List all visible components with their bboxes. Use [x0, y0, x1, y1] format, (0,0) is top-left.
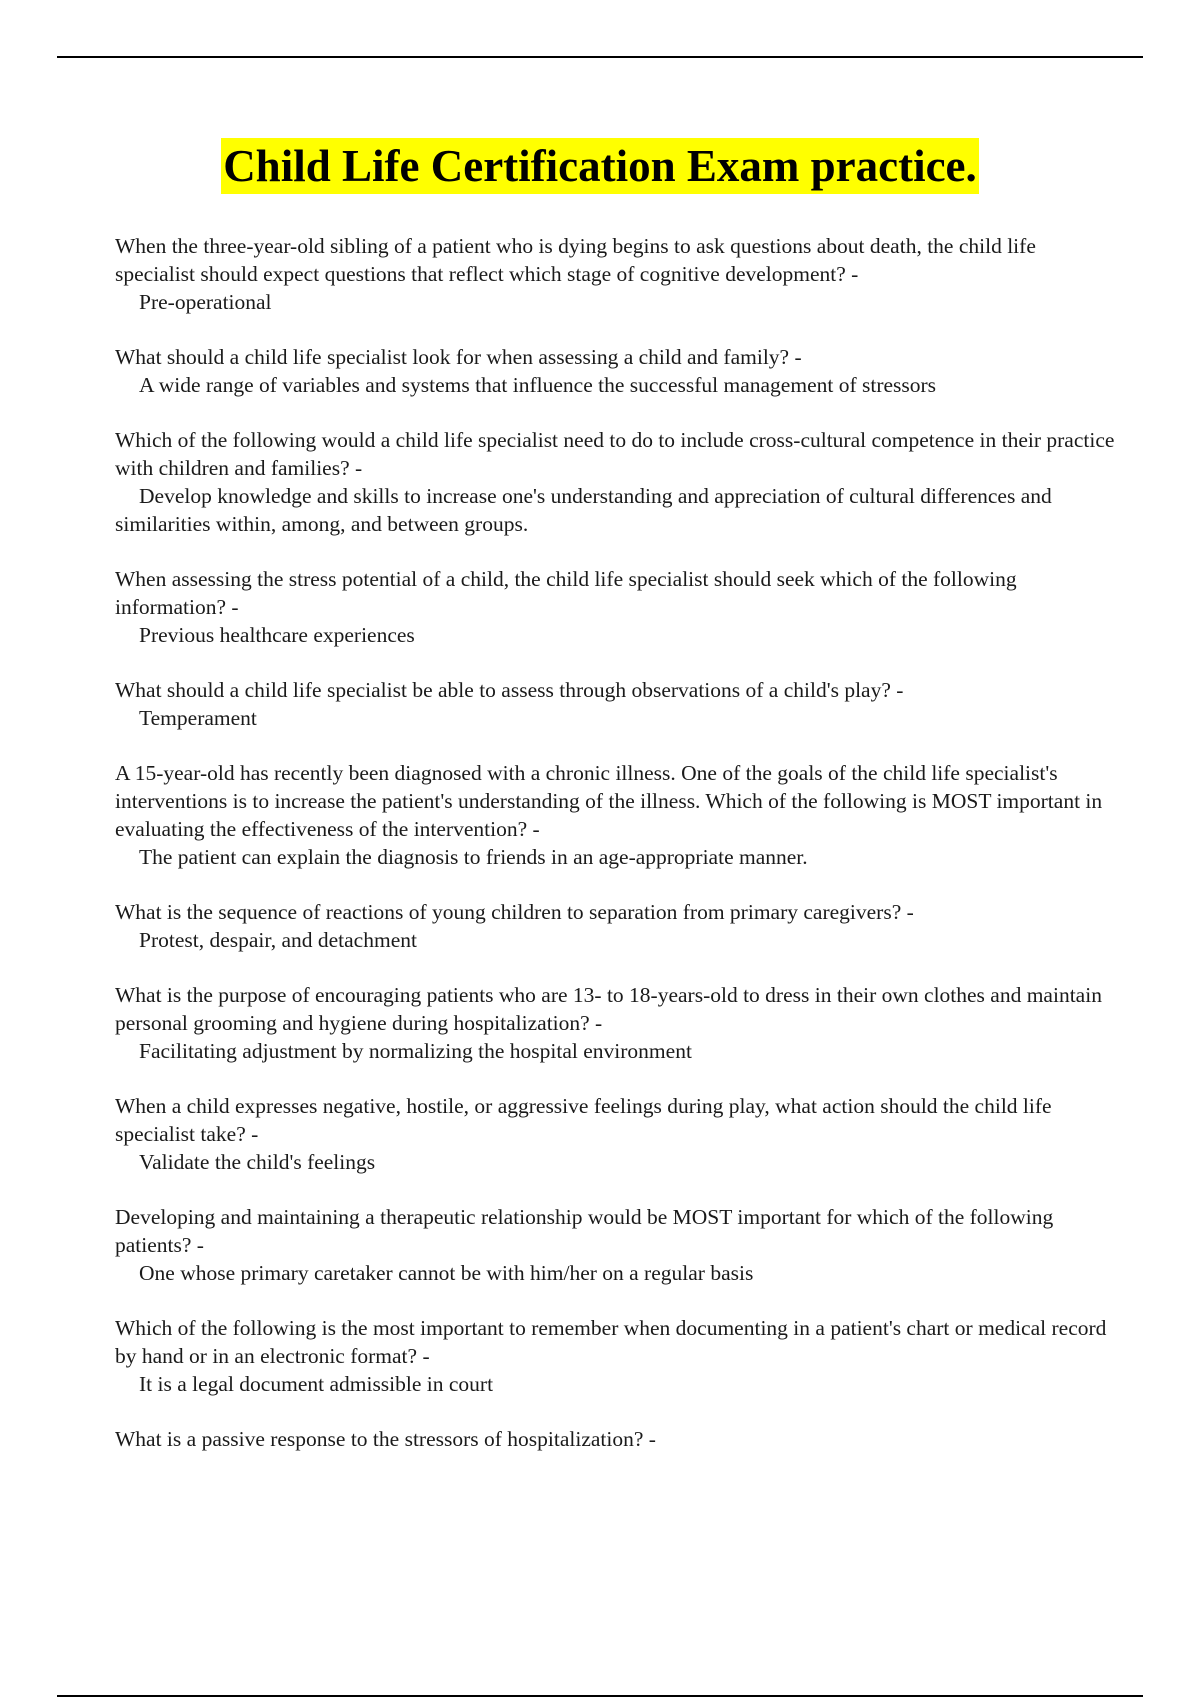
qa-item [115, 565, 1120, 649]
qa-item [115, 759, 1120, 871]
question-text: What should a child life specialist be able to assess through observations of a child's play? - [115, 678, 904, 702]
answer-text: Facilitating adjustment by normalizing the hospital environment [139, 1039, 692, 1063]
top-rule [57, 56, 1143, 58]
question-text: Which of the following is the most important to remember when documenting in a patient's chart or medical record by hand or in an electronic format? - [115, 1316, 1107, 1368]
question-text: When the three-year-old sibling of a patient who is dying begins to ask questions about death, the child life specialist should expect questions that reflect which stage of cognitive development? - [115, 234, 1036, 286]
answer-text: A wide range of variables and systems that influence the successful management of stressors [139, 373, 937, 397]
qa-item [115, 1203, 1120, 1287]
bottom-rule [57, 1695, 1143, 1697]
qa-item [115, 1314, 1120, 1398]
answer-text: It is a legal document admissible in court [139, 1372, 494, 1396]
qa-item [115, 1425, 1120, 1453]
qa-item [115, 1092, 1120, 1176]
answer-text: Protest, despair, and detachment [139, 928, 417, 952]
question-text: Developing and maintaining a therapeutic relationship would be MOST important for which of the following patients? - [115, 1205, 1054, 1257]
answer-text: Pre-operational [139, 290, 272, 314]
answer-text: Previous healthcare experiences [139, 623, 415, 647]
question-text: A 15-year-old has recently been diagnosed with a chronic illness. One of the goals of the child life specialist's interventions is to increase the patient's understanding of the illness. Which of the following is MOST important in evaluating the effectiveness of the intervention? - [115, 761, 1103, 841]
question-text: Which of the following would a child life specialist need to do to include cross-cultural competence in their practice with children and families? - [115, 428, 1115, 480]
question-text: What is the sequence of reactions of young children to separation from primary caregivers? - [115, 900, 914, 924]
qa-item [115, 676, 1120, 732]
qa-item [115, 343, 1120, 399]
question-text: What is a passive response to the stressors of hospitalization? - [115, 1427, 656, 1451]
question-text: What is the purpose of encouraging patients who are 13- to 18-years-old to dress in their own clothes and maintain personal grooming and hygiene during hospitalization? - [115, 983, 1102, 1035]
question-list [115, 232, 1120, 1480]
qa-item [115, 981, 1120, 1065]
qa-item [115, 426, 1120, 538]
answer-text: One whose primary caretaker cannot be with him/her on a regular basis [139, 1261, 754, 1285]
title-block [0, 138, 1200, 194]
answer-text: Develop knowledge and skills to increase one's understanding and appreciation of cultural differences and similarities within, among, and between groups. [115, 484, 1052, 536]
qa-item [115, 232, 1120, 316]
page-title: Child Life Certification Exam practice. [221, 138, 979, 194]
question-text: When a child expresses negative, hostile, or aggressive feelings during play, what action should the child life specialist take? - [115, 1094, 1052, 1146]
answer-text: Validate the child's feelings [139, 1150, 376, 1174]
answer-text: Temperament [139, 706, 257, 730]
qa-item [115, 898, 1120, 954]
question-text: What should a child life specialist look for when assessing a child and family? - [115, 345, 802, 369]
answer-text: The patient can explain the diagnosis to friends in an age-appropriate manner. [139, 845, 808, 869]
question-text: When assessing the stress potential of a child, the child life specialist should seek which of the following information? - [115, 567, 1017, 619]
